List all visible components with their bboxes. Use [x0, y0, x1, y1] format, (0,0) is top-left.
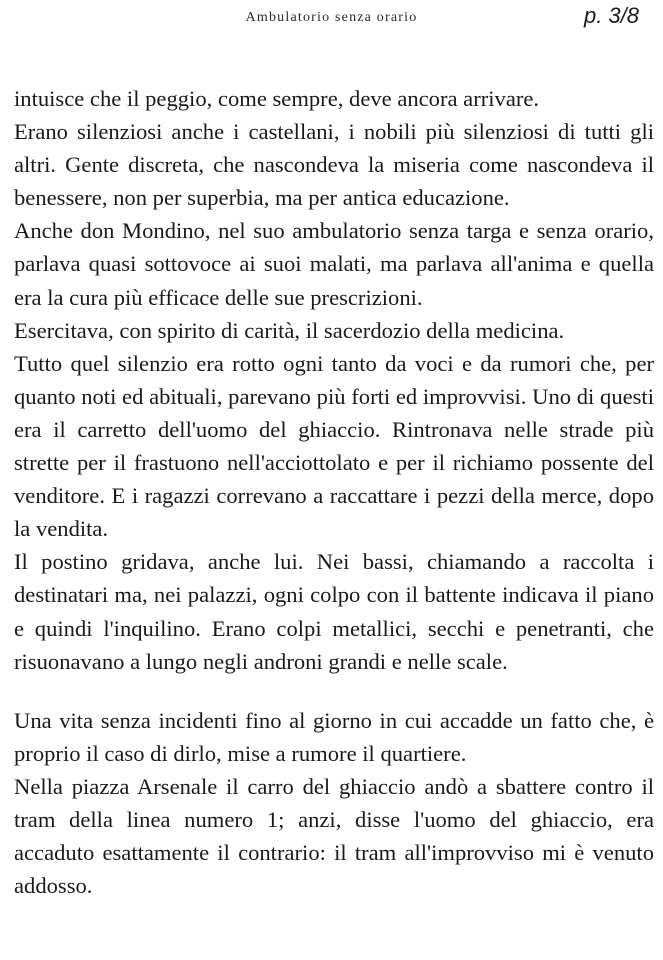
paragraph: Il postino gridava, anche lui. Nei bassi, chiamando a raccolta i destinatari ma, nei palazzi, ogni colpo con il battente indicava il piano e quindi l'inquilino. Erano colpi metallici, secchi e penetranti, che risuonavano a lungo negli androni grandi e nelle scale. — [14, 549, 654, 674]
page-number: p. 3/8 — [583, 3, 639, 28]
body-text — [14, 82, 654, 902]
paragraph: intuisce che il peggio, come sempre, deve ancora arrivare. — [14, 86, 540, 111]
running-header-title: Ambulatorio senza orario — [245, 10, 418, 25]
section-break — [14, 678, 654, 704]
paragraph: Nella piazza Arsenale il carro del ghiaccio andò a sbattere contro il tram della linea numero 1; anzi, disse l'uomo del ghiaccio, era accaduto esattamente il contrario: il tram all'improvviso mi è venuto addosso. — [14, 773, 654, 899]
paragraph: Erano silenziosi anche i castellani, i nobili più silenziosi di tutti gli altri. Gente discreta, che nascondeva la miseria come nascondeva il benessere, non per superbia, ma per antica educazione. — [14, 119, 654, 211]
paragraph: Esercitava, con spirito di carità, il sacerdozio della medicina. — [14, 317, 565, 343]
paragraph: Anche don Mondino, nel suo ambulatorio senza targa e senza orario, parlava quasi sottovoce ai suoi malati, ma parlava all'anima e quella era la cura più efficace delle sue prescrizioni. — [14, 218, 654, 310]
paragraph: Tutto quel silenzio era rotto ogni tanto da voci e da rumori che, per quanto noti ed abituali, parevano più forti ed improvvisi. Uno di questi era il carretto dell'uomo del ghiaccio. Rintronava nelle strade più strette per il frastuono nell'acciottolato e per il richiamo possente del venditore. E i ragazzi correvano a raccattare i pezzi della merce, dopo la vendita. — [14, 350, 654, 542]
paragraph: Una vita senza incidenti fino al giorno in cui accadde un fatto che, è proprio il caso di dirlo, mise a rumore il quartiere. — [14, 707, 654, 766]
